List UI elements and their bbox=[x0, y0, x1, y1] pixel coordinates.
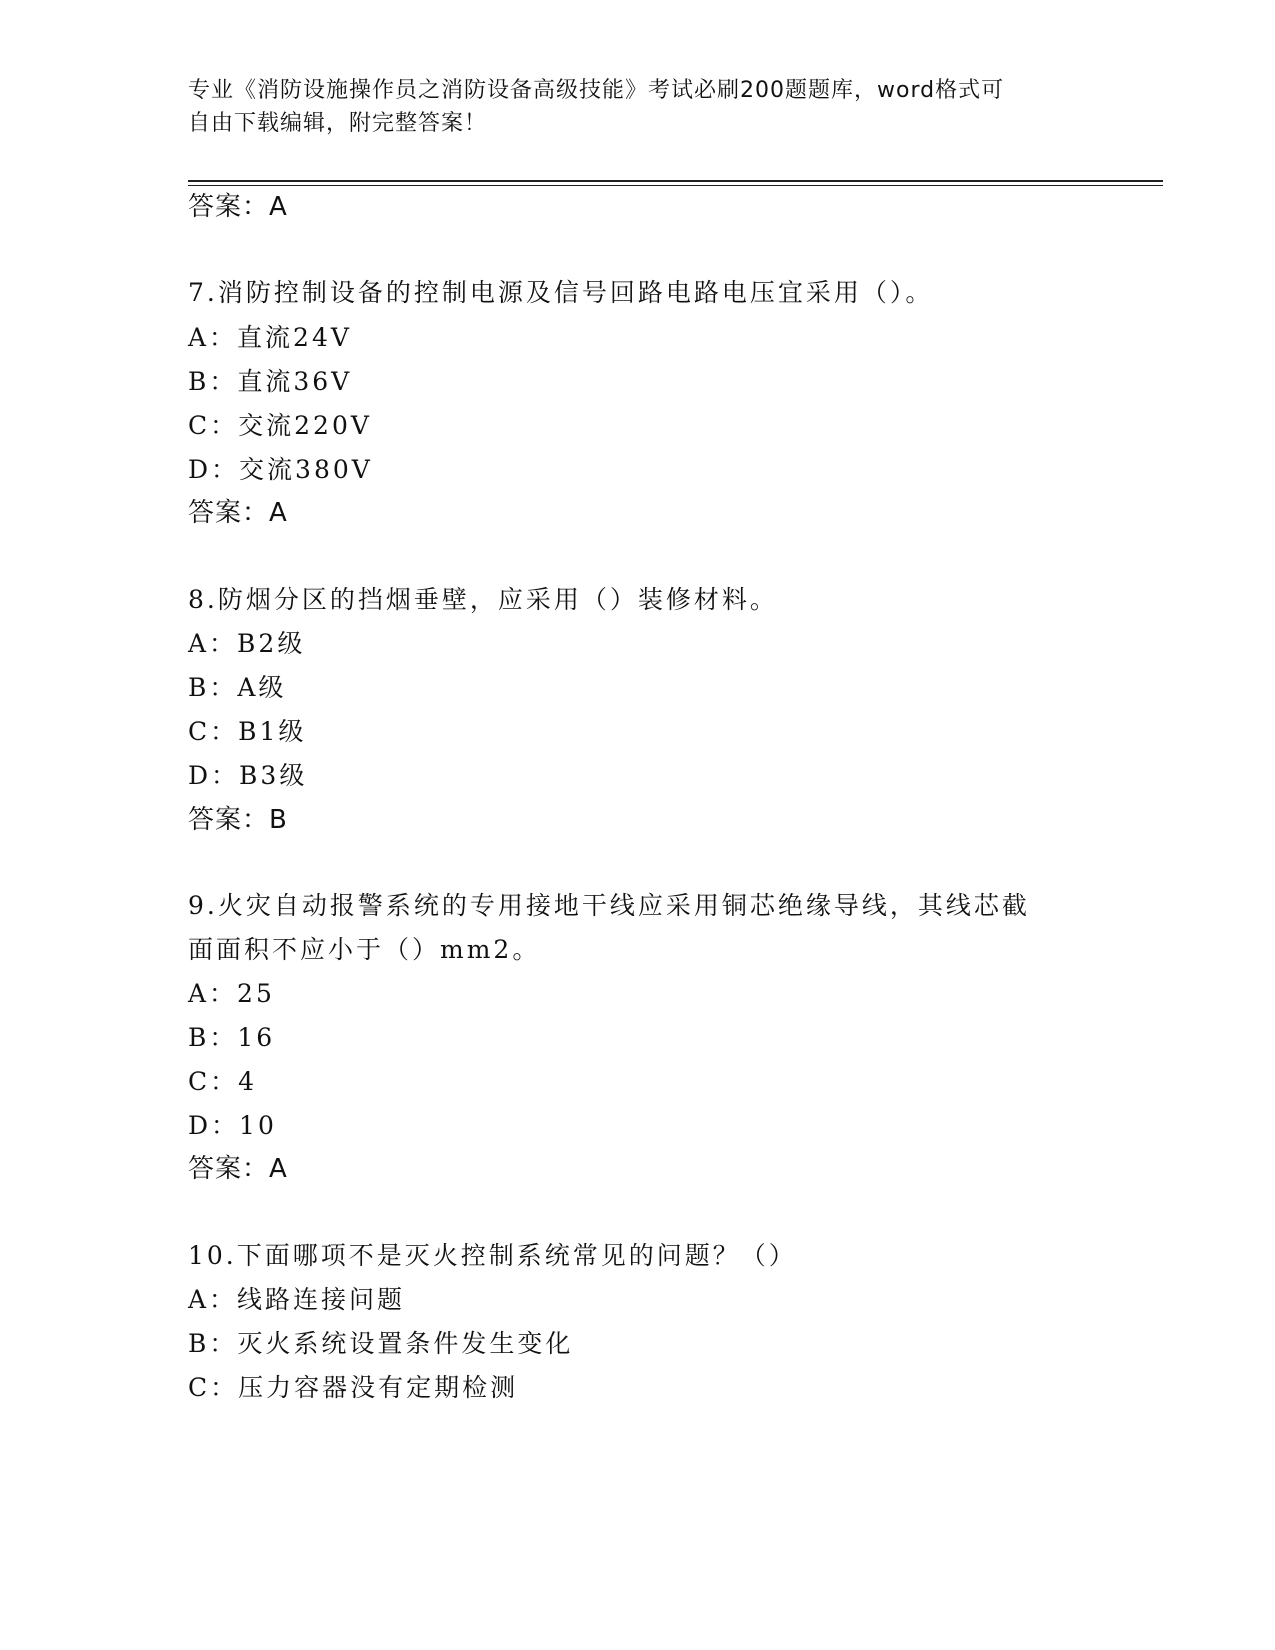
question-7-option-a: A：直流24V bbox=[188, 323, 352, 352]
question-9-option-b: B：16 bbox=[188, 1023, 276, 1052]
question-10-stem: 10.下面哪项不是灭火控制系统常见的问题？（） bbox=[188, 1241, 797, 1270]
document-header bbox=[188, 74, 1088, 140]
header-divider-thin bbox=[188, 185, 1163, 186]
previous-answer: 答案：A bbox=[188, 192, 288, 222]
question-8-option-a: A：B2级 bbox=[188, 629, 306, 658]
question-8-stem: 8.防烟分区的挡烟垂壁，应采用（）装修材料。 bbox=[188, 585, 778, 614]
question-9-answer: 答案：A bbox=[188, 1154, 288, 1184]
question-7-option-c: C：交流220V bbox=[188, 411, 372, 440]
header-divider-thick bbox=[188, 180, 1163, 182]
question-8-answer: 答案：B bbox=[188, 805, 288, 835]
question-9-stem-line-1: 9.火灾自动报警系统的专用接地干线应采用铜芯绝缘导线，其线芯截 bbox=[188, 891, 1030, 920]
question-9-option-a: A：25 bbox=[188, 979, 275, 1008]
question-8-option-c: C：B1级 bbox=[188, 717, 307, 746]
question-9-stem-line-2: 面面积不应小于（）mm2。 bbox=[188, 935, 541, 964]
question-10-option-c: C：压力容器没有定期检测 bbox=[188, 1373, 519, 1402]
header-line-1: 专业《消防设施操作员之消防设备高级技能》考试必刷200题题库，word格式可 bbox=[188, 78, 1005, 103]
question-8-option-d: D：B3级 bbox=[188, 761, 308, 790]
question-7-answer: 答案：A bbox=[188, 498, 288, 528]
question-10-option-b: B：灭火系统设置条件发生变化 bbox=[188, 1329, 574, 1358]
question-8-option-b: B：A级 bbox=[188, 673, 287, 702]
question-10-option-a: A：线路连接问题 bbox=[188, 1285, 406, 1314]
question-9-option-d: D：10 bbox=[188, 1111, 277, 1140]
question-7-option-b: B：直流36V bbox=[188, 367, 353, 396]
question-7-option-d: D：交流380V bbox=[188, 455, 373, 484]
header-line-2: 自由下载编辑，附完整答案！ bbox=[188, 111, 488, 136]
question-7-stem: 7.消防控制设备的控制电源及信号回路电路电压宜采用（）。 bbox=[188, 278, 934, 307]
question-9-option-c: C：4 bbox=[188, 1067, 258, 1096]
